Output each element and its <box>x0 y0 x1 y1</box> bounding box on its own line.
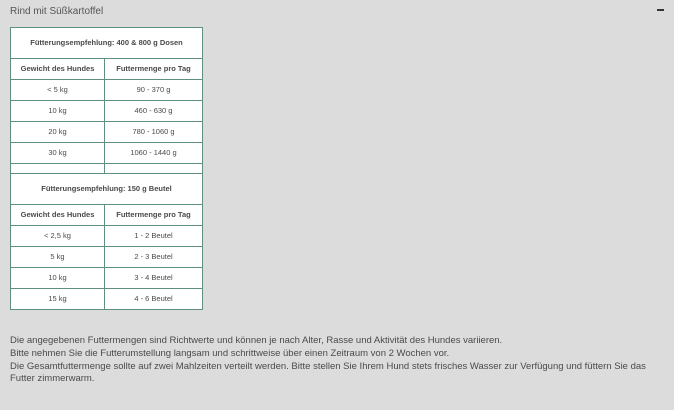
table-column-header-row <box>11 205 203 226</box>
column-header-weight: Gewicht des Hundes <box>11 59 105 80</box>
cell-amount: 460 - 630 g <box>105 101 203 122</box>
table-row <box>11 289 203 310</box>
spacer-cell <box>11 164 105 174</box>
cell-weight: 10 kg <box>11 101 105 122</box>
note-paragraph: Die Gesamtfuttermenge sollte auf zwei Mahlzeiten verteilt werden. Bitte stellen Sie Ihrem Hund stets frisches Wasser zur Verfügung und füttern Sie das Futter zimmerwarm. <box>10 360 646 385</box>
note-paragraph: Bitte nehmen Sie die Futterumstellung langsam und schrittweise über einen Zeitraum von 2 Wochen vor. <box>10 347 450 359</box>
cell-weight: < 5 kg <box>11 80 105 101</box>
minus-icon[interactable] <box>657 5 665 15</box>
cell-amount: 1 - 2 Beutel <box>105 226 203 247</box>
cans-heading: Fütterungsempfehlung: 400 & 800 g Dosen <box>11 28 203 59</box>
cell-amount: 780 - 1060 g <box>105 122 203 143</box>
column-header-amount: Futtermenge pro Tag <box>105 205 203 226</box>
table-row <box>11 268 203 289</box>
cell-weight: 20 kg <box>11 122 105 143</box>
table-spacer-row <box>11 164 203 174</box>
column-header-amount: Futtermenge pro Tag <box>105 59 203 80</box>
cell-amount: 3 - 4 Beutel <box>105 268 203 289</box>
accordion-title[interactable]: Rind mit Süßkartoffel <box>10 6 104 17</box>
cell-amount: 4 - 6 Beutel <box>105 289 203 310</box>
cell-weight: 30 kg <box>11 143 105 164</box>
table-row <box>11 143 203 164</box>
table-row <box>11 122 203 143</box>
table-row <box>11 101 203 122</box>
table-row <box>11 247 203 268</box>
accordion-header[interactable] <box>0 0 674 22</box>
cell-weight: < 2,5 kg <box>11 226 105 247</box>
cell-amount: 1060 - 1440 g <box>105 143 203 164</box>
spacer-cell <box>105 164 203 174</box>
table-section-header <box>11 174 203 205</box>
cell-amount: 90 - 370 g <box>105 80 203 101</box>
table-column-header-row <box>11 59 203 80</box>
cell-amount: 2 - 3 Beutel <box>105 247 203 268</box>
feeding-table <box>10 27 203 310</box>
table-row <box>11 80 203 101</box>
table-row <box>11 226 203 247</box>
cell-weight: 15 kg <box>11 289 105 310</box>
cell-weight: 5 kg <box>11 247 105 268</box>
feeding-notes <box>10 335 660 386</box>
cell-weight: 10 kg <box>11 268 105 289</box>
table-section-header <box>11 28 203 59</box>
pouches-heading: Fütterungsempfehlung: 150 g Beutel <box>11 174 203 205</box>
note-paragraph: Die angegebenen Futtermengen sind Richtwerte und können je nach Alter, Rasse und Aktivität des Hundes variieren. <box>10 335 503 346</box>
column-header-weight: Gewicht des Hundes <box>11 205 105 226</box>
